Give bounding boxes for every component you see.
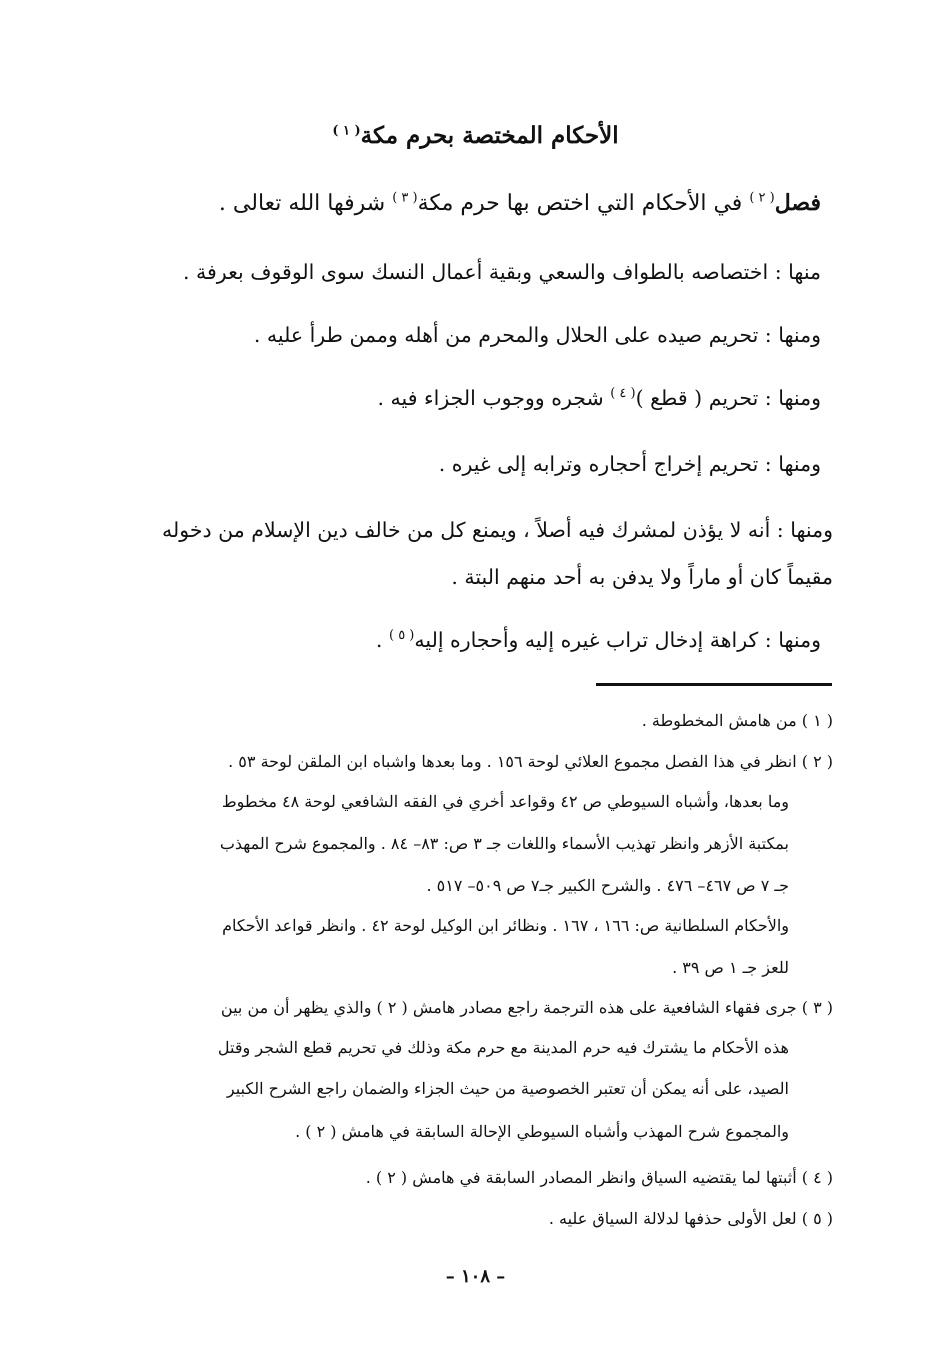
footnote-continuation: والمجموع شرح المهذب وأشباه السيوطي الإحالة السابقة في هامش ( ٢ ) .: [295, 1122, 789, 1141]
footnote: ( ٣ ) جرى فقهاء الشافعية على هذه الترجمة راجع مصادر هامش ( ٢ ) والذي يظهر أن من بين: [220, 998, 833, 1017]
chapter-title: [0, 116, 951, 156]
footnote-separator: [596, 683, 832, 686]
footnote-continuation: وما بعدها، وأشباه السيوطي ص ٤٢ وقواعد أخري في الفقه الشافعي لوحة ٤٨ مخطوط: [221, 792, 789, 811]
body-paragraph: [101, 620, 821, 660]
footnote: ( ٤ ) أثبتها لما يقتضيه السياق وانظر المصادر السابقة في هامش ( ٢ ) .: [365, 1168, 833, 1187]
footnote-ref-1: ( ١ ): [332, 123, 361, 139]
chapter-title-text: الأحكام المختصة بحرم مكة: [360, 122, 619, 149]
body-paragraph-text: ومنها : تحريم ( قطع ): [635, 386, 821, 410]
footnote-ref-4: ( ٤ ): [610, 386, 636, 402]
section-heading-text-part2: شرفها الله تعالى .: [218, 191, 393, 216]
page-number: – ١٠٨ –: [445, 1266, 506, 1287]
body-paragraph: ومنها : تحريم إخراج أحجاره وترابه إلى غيره .: [438, 452, 821, 476]
footnote-ref-3: ( ٣ ): [392, 190, 418, 206]
section-heading-text-part1: في الأحكام التي اختص بها حرم مكة: [417, 191, 750, 216]
body-paragraph-continuation: مقيماً كان أو ماراً ولا يدفن به أحد منهم البتة .: [451, 565, 833, 589]
footnote-continuation: هذه الأحكام ما يشترك فيه حرم المدينة مع حرم مكة وذلك في تحريم قطع الشجر وقتل: [217, 1038, 789, 1057]
section-heading: [101, 183, 821, 224]
section-heading-fasl: فصل: [774, 190, 821, 216]
footnote-continuation: الصيد، على أنه يمكن أن تعتبر الخصوصية من حيث الجزاء والضمان راجع الشرح الكبير: [226, 1079, 789, 1098]
footnote-continuation: والأحكام السلطانية ص: ١٦٦ ، ١٦٧ . ونظائر ابن الوكيل لوحة ٤٢ . وانظر قواعد الأحكام: [222, 916, 789, 935]
footnote-ref-5: ( ٥ ): [388, 628, 415, 644]
body-paragraph-text: .: [375, 628, 389, 652]
footnote: ( ٢ ) انظر في هذا الفصل مجموع العلائي لوحة ١٥٦ . وما بعدها واشباه ابن الملقن لوحة ٥٣ .: [228, 752, 833, 771]
footnote-continuation: بمكتبة الأزهر وانظر تهذيب الأسماء واللغات جـ ٣ ص: ٨٣– ٨٤ . والمجموع شرح المهذب: [219, 834, 789, 853]
body-paragraph-text: ومنها : كراهة إدخال تراب غيره إليه وأحجاره إليه: [414, 628, 821, 652]
body-paragraph: ومنها : تحريم صيده على الحلال والمحرم من أهله وممن طرأ عليه .: [253, 323, 821, 347]
body-paragraph: [101, 378, 821, 418]
body-paragraph: منها : اختصاصه بالطواف والسعي وبقية أعمال النسك سوى الوقوف بعرفة .: [182, 260, 821, 284]
body-paragraph: ومنها : أنه لا يؤذن لمشرك فيه أصلاً ، ويمنع كل من خالف دين الإسلام من دخوله: [162, 518, 833, 542]
footnote: ( ١ ) من هامش المخطوطة .: [641, 711, 833, 730]
footnote-continuation: للعز جـ ١ ص ٣٩ .: [672, 958, 789, 977]
footnote-continuation: جـ ٧ ص ٤٦٧– ٤٧٦ . والشرح الكبير جـ٧ ص ٥٠٩– ٥١٧ .: [426, 876, 789, 895]
footnote-ref-2: ( ٢ ): [749, 190, 775, 206]
body-paragraph-text: شجره ووجوب الجزاء فيه .: [377, 386, 611, 410]
footnote: ( ٥ ) لعل الأولى حذفها لدلالة السياق عليه .: [548, 1209, 833, 1228]
